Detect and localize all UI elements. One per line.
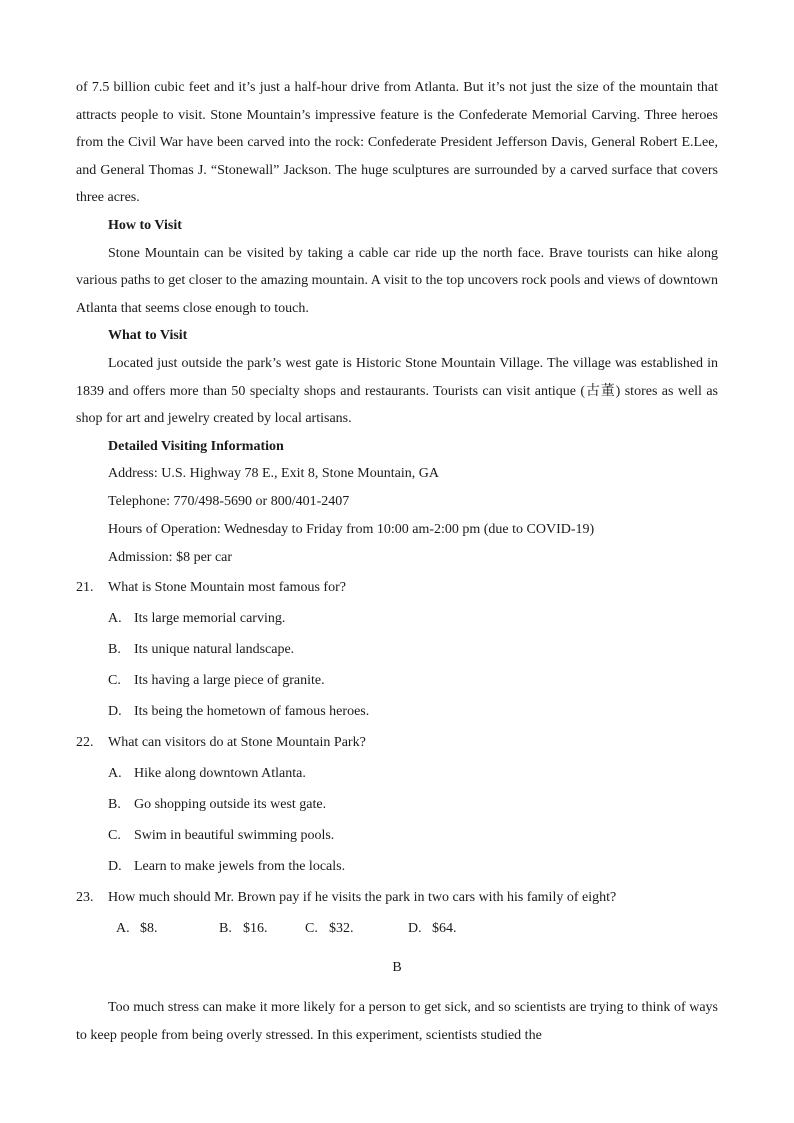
question-23 bbox=[76, 882, 718, 944]
option-text: Its having a large piece of granite. bbox=[134, 673, 325, 689]
option-text: Swim in beautiful swimming pools. bbox=[134, 828, 335, 844]
option-text: Its being the hometown of famous heroes. bbox=[134, 704, 370, 720]
question-stem: How much should Mr. Brown pay if he visits the park in two cars with his family of eight? bbox=[108, 890, 617, 906]
section-letter-b: B bbox=[392, 960, 402, 976]
question-stem: What can visitors do at Stone Mountain Park? bbox=[108, 735, 366, 751]
option-d bbox=[76, 851, 718, 882]
option-label: B. bbox=[219, 921, 232, 937]
option-d bbox=[408, 913, 457, 944]
option-a bbox=[76, 603, 718, 634]
option-c bbox=[305, 913, 408, 944]
how-to-visit-paragraph: Stone Mountain can be visited by taking a cable car ride up the north face. Brave tourists can hike along various paths to get closer to the amazing mountain. A visit to the top uncovers rock pools and views of downtown Atlanta that seems close enough to touch. bbox=[76, 245, 718, 316]
option-text: Learn to make jewels from the locals. bbox=[134, 859, 346, 875]
question-21 bbox=[76, 572, 718, 727]
option-label: A. bbox=[108, 611, 122, 627]
option-label: D. bbox=[108, 859, 122, 875]
question-number: 21. bbox=[76, 580, 94, 596]
option-text: Its large memorial carving. bbox=[134, 611, 286, 627]
option-text: $64. bbox=[432, 921, 457, 937]
inline-options bbox=[76, 913, 718, 944]
what-to-visit-paragraph: Located just outside the park’s west gate is Historic Stone Mountain Village. The village was established in 1839 and offers more than 50 specialty shops and restaurants. Tourists can visit antique (古董) stores as well as shop for art and jewelry created by local artisans. bbox=[76, 355, 718, 427]
option-d bbox=[76, 696, 718, 727]
option-label: C. bbox=[305, 921, 318, 937]
option-text: $8. bbox=[140, 921, 158, 937]
option-label: D. bbox=[408, 921, 422, 937]
question-number: 22. bbox=[76, 735, 94, 751]
document-page bbox=[76, 74, 718, 1050]
option-label: C. bbox=[108, 673, 121, 689]
option-text: Its unique natural landscape. bbox=[134, 642, 295, 658]
option-label: B. bbox=[108, 797, 121, 813]
option-a bbox=[76, 758, 718, 789]
option-label: D. bbox=[108, 704, 122, 720]
info-telephone: Telephone: 770/498-5690 or 800/401-2407 bbox=[108, 494, 350, 510]
option-a bbox=[116, 913, 219, 944]
option-text: $16. bbox=[243, 921, 268, 937]
option-c bbox=[76, 665, 718, 696]
question-22 bbox=[76, 727, 718, 882]
option-label: C. bbox=[108, 828, 121, 844]
what-to-visit-heading: What to Visit bbox=[108, 328, 188, 344]
option-c bbox=[76, 820, 718, 851]
option-label: A. bbox=[116, 921, 130, 937]
option-text: $32. bbox=[329, 921, 354, 937]
option-b bbox=[219, 913, 305, 944]
question-stem: What is Stone Mountain most famous for? bbox=[108, 580, 346, 596]
passage-b-paragraph: Too much stress can make it more likely for a person to get sick, and so scientists are trying to think of ways to keep people from being overly stressed. In this experiment, scientists studied the bbox=[76, 1000, 718, 1043]
info-admission: Admission: $8 per car bbox=[108, 550, 233, 566]
passage-a-intro-paragraph: of 7.5 billion cubic feet and it’s just a half-hour drive from Atlanta. But it’s not just the size of the mountain that attracts people to visit. Stone Mountain’s impressive feature is the Confederate Memorial Carving. Three heroes from the Civil War have been carved into the rock: Confederate President Jefferson Davis, General Robert E.Lee, and General Thomas J. “Stonewall” Jackson. The huge sculptures are surrounded by a carved surface that covers three acres. bbox=[76, 80, 718, 206]
option-b bbox=[76, 789, 718, 820]
info-hours: Hours of Operation: Wednesday to Friday from 10:00 am-2:00 pm (due to COVID-19) bbox=[108, 522, 595, 538]
option-b bbox=[76, 634, 718, 665]
option-label: A. bbox=[108, 766, 122, 782]
how-to-visit-heading: How to Visit bbox=[108, 217, 182, 233]
option-text: Hike along downtown Atlanta. bbox=[134, 766, 306, 782]
option-text: Go shopping outside its west gate. bbox=[134, 797, 327, 813]
info-address: Address: U.S. Highway 78 E., Exit 8, Stone Mountain, GA bbox=[108, 466, 439, 482]
detailed-info-heading: Detailed Visiting Information bbox=[108, 438, 284, 454]
question-number: 23. bbox=[76, 890, 94, 906]
option-label: B. bbox=[108, 642, 121, 658]
